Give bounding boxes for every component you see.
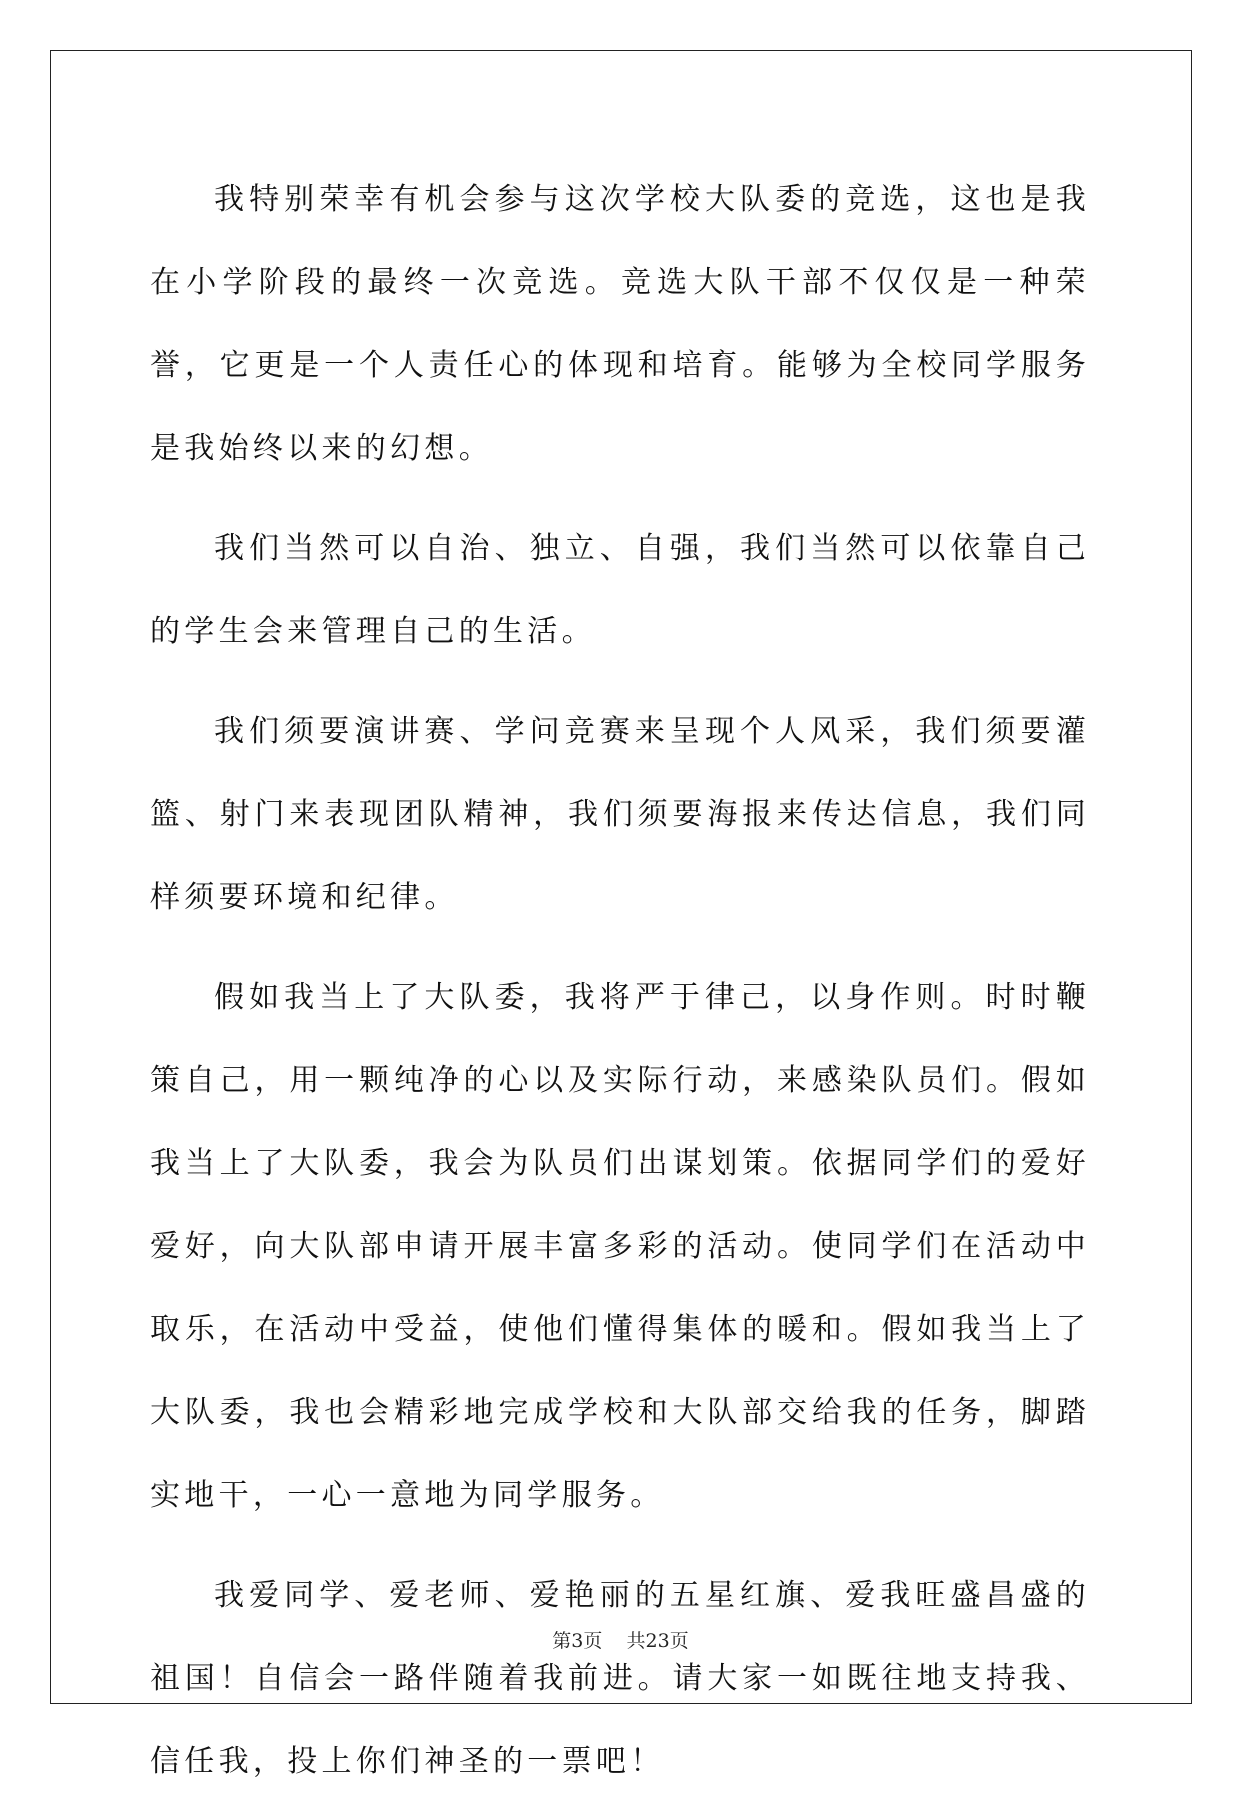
- paragraph-self-governance: 我们当然可以自治、独立、自强，我们当然可以依靠自己的学生会来管理自己的生活。: [150, 531, 1090, 649]
- footer-spacer: [602, 1630, 626, 1652]
- paragraph-intro: 我特别荣幸有机会参与这次学校大队委的竞选，这也是我在小学阶段的最终一次竞选。竞选大队干部不仅仅是一种荣誉，它更是一个人责任心的体现和培育。能够为全校同学服务是我始终以来的幻想。: [150, 182, 1090, 466]
- paragraph-needs: 我们须要演讲赛、学问竞赛来呈现个人风采，我们须要灌篮、射门来表现团队精神，我们须要海报来传达信息，我们同样须要环境和纪律。: [150, 714, 1090, 915]
- page-footer: [0, 1626, 1241, 1653]
- paragraph-promises: 假如我当上了大队委，我将严于律己，以身作则。时时鞭策自己，用一颗纯净的心以及实际行动，来感染队员们。假如我当上了大队委，我会为队员们出谋划策。依据同学们的爱好爱好，向大队部申请开展丰富多彩的活动。使同学们在活动中取乐，在活动中受益，使他们懂得集体的暖和。假如我当上了大队委，我也会精彩地完成学校和大队部交给我的任务，脚踏实地干，一心一意地为同学服务。: [150, 980, 1090, 1513]
- page-number: 第3页: [552, 1630, 603, 1652]
- document-body: [150, 158, 1090, 1820]
- paragraph-closing: 我爱同学、爱老师、爱艳丽的五星红旗、爱我旺盛昌盛的祖国！自信会一路伴随着我前进。请大家一如既往地支持我、信任我，投上你们神圣的一票吧！: [150, 1578, 1090, 1779]
- page-total: 共23页: [626, 1630, 689, 1652]
